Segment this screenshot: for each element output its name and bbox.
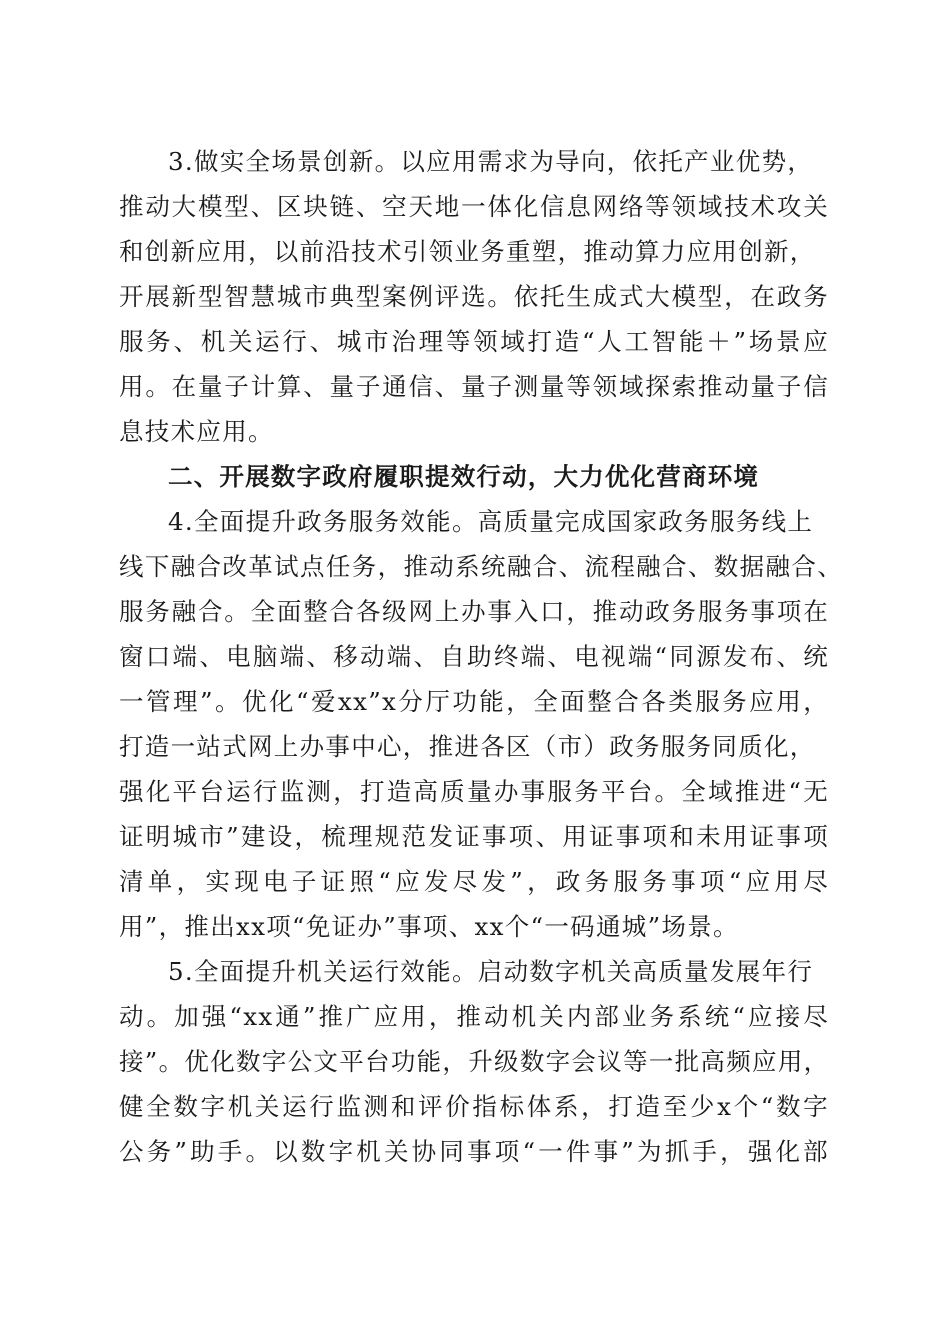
para-4-line-4: 窗口端、电脑端、移动端、自助终端、电视端“同源发布、统	[119, 642, 829, 671]
para-3-line-1: 3.做实全场景创新。以应用需求为导向，依托产业优势，	[168, 147, 814, 176]
para-5-line-1: 5.全面提升机关运行效能。启动数字机关高质量发展年行	[168, 957, 814, 986]
para-3-line-4: 开展新型智慧城市典型案例评选。依托生成式大模型，在政务	[119, 282, 829, 311]
para-4-line-3: 服务融合。全面整合各级网上办事入口，推动政务服务事项在	[119, 597, 829, 626]
para-3-line-3: 和创新应用，以前沿技术引领业务重塑，推动算力应用创新，	[119, 237, 816, 266]
para-3-line-2: 推动大模型、区块链、空天地一体化信息网络等领域技术攻关	[119, 192, 829, 221]
para-4-line-1: 4.全面提升政务服务效能。高质量完成国家政务服务线上	[168, 507, 814, 536]
para-4-line-10: 用”，推出xx项“免证办”事项、xx个“一码通城”场景。	[119, 912, 739, 941]
para-4-line-2: 线下融合改革试点任务，推动系统融合、流程融合、数据融合、	[119, 552, 843, 581]
section-heading-2: 二、开展数字政府履职提效行动，大力优化营商环境	[168, 462, 760, 491]
para-5-line-2: 动。加强“xx通”推广应用，推动机关内部业务系统“应接尽	[119, 1002, 829, 1031]
para-3-line-7: 息技术应用。	[119, 417, 274, 446]
para-5-line-5: 公务”助手。以数字机关协同事项“一件事”为抓手，强化部	[119, 1137, 829, 1166]
para-4-line-5: 一管理”。优化“爱xx”x分厅功能，全面整合各类服务应用，	[119, 687, 829, 716]
para-4-line-6: 打造一站式网上办事中心，推进各区（市）政务服务同质化，	[119, 732, 816, 761]
para-3-line-6: 用。在量子计算、量子通信、量子测量等领域探索推动量子信	[119, 372, 829, 401]
para-4-line-8: 证明城市”建设，梳理规范发证事项、用证事项和未用证事项	[119, 822, 829, 851]
para-4-line-7: 强化平台运行监测，打造高质量办事服务平台。全域推进“无	[119, 777, 829, 806]
para-4-line-9: 清单，实现电子证照“应发尽发”，政务服务事项“应用尽	[119, 867, 829, 896]
para-3-line-5: 服务、机关运行、城市治理等领域打造“人工智能＋”场景应	[119, 327, 829, 356]
para-5-line-4: 健全数字机关运行监测和评价指标体系，打造至少x个“数字	[119, 1092, 829, 1121]
para-5-line-3: 接”。优化数字公文平台功能，升级数字会议等一批高频应用，	[119, 1047, 830, 1076]
